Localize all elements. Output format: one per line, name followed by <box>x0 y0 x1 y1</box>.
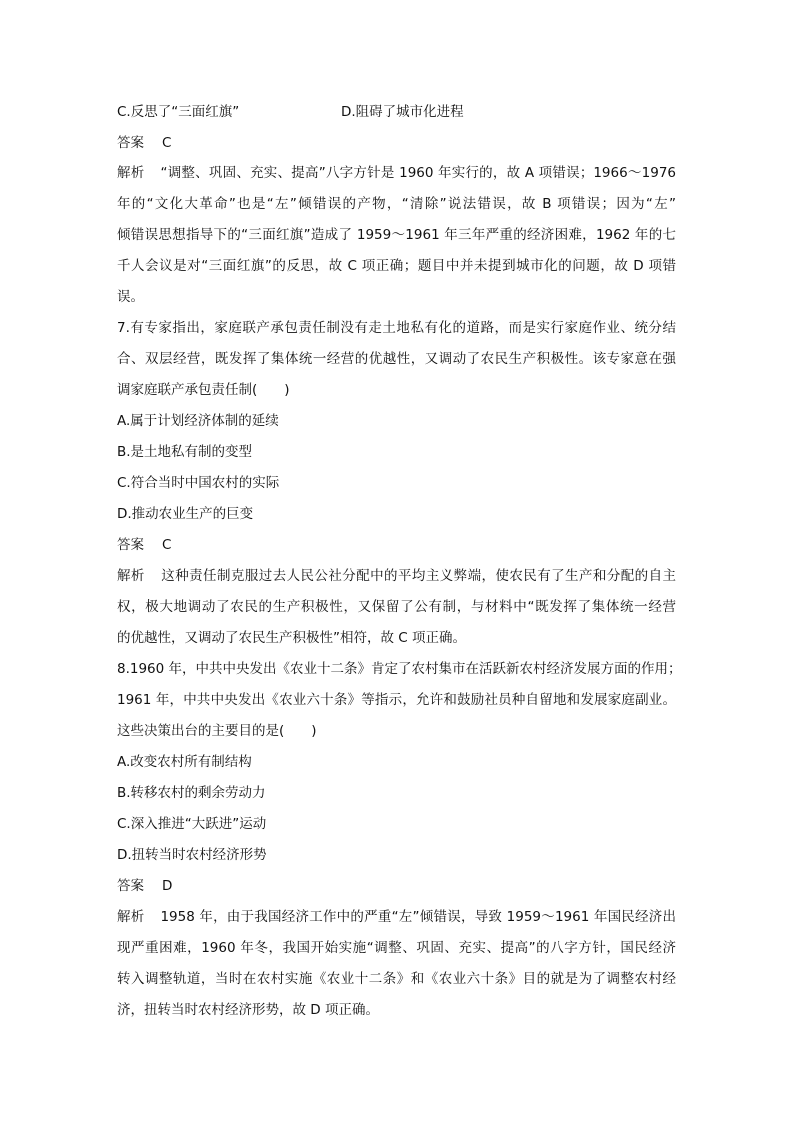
q7-jiexi-line-1 <box>117 566 676 586</box>
q8-jiexi-line-2: 现严重困难，1960 年冬，我国开始实施“调整、巩固、充实、提高”的八字方针，国民经济 <box>117 940 676 956</box>
q8-option-b: B.转移农村的剩余劳动力 <box>117 785 266 801</box>
answer-label: 答案 <box>117 537 144 553</box>
answer-label: 答案 <box>117 135 144 151</box>
q6-option-c: C.反思了“三面红旗” <box>117 104 240 120</box>
answer-value: C <box>162 135 172 151</box>
q7-option-a: A.属于计划经济体制的延续 <box>117 413 279 429</box>
jiexi-label: 解析 <box>117 568 145 584</box>
q7-answer-line <box>117 535 171 555</box>
q8-option-c: C.深入推进“大跃进”运动 <box>117 816 267 832</box>
q8-option-a: A.改变农村所有制结构 <box>117 754 252 770</box>
q8-stem-line-3: 这些决策出台的主要目的是( ) <box>117 723 317 739</box>
q6-option-d: D.阻碍了城市化进程 <box>341 104 464 120</box>
answer-value: D <box>162 878 173 894</box>
answer-label: 答案 <box>117 878 144 894</box>
q7-jiexi-line-2: 权，极大地调动了农民的生产积极性，又保留了公有制，与材料中“既发挥了集体统一经营 <box>117 599 676 615</box>
q8-stem-line-1: 8.1960 年，中共中央发出《农业十二条》肯定了农村集市在活跃新农村经济发展方面的作用； <box>117 661 682 677</box>
q7-stem-line-3: 调家庭联产承包责任制( ) <box>117 382 290 398</box>
jiexi-text: “调整、巩固、充实、提高”八字方针是 1960 年实行的，故 A 项错误；1966～1976 <box>160 165 676 181</box>
q7-stem-line-2: 合、双层经营，既发挥了集体统一经营的优越性，又调动了农民生产积极性。该专家意在强 <box>117 351 676 367</box>
answer-value: C <box>162 537 172 553</box>
q8-jiexi-line-4: 济，扭转当时农村经济形势，故 D 项正确。 <box>117 1002 379 1018</box>
q7-option-c: C.符合当时中国农村的实际 <box>117 475 280 491</box>
q7-option-d: D.推动农业生产的巨变 <box>117 506 254 522</box>
q8-jiexi-line-1 <box>117 907 676 927</box>
q6-answer-line <box>117 133 171 153</box>
q6-jiexi-line-1 <box>117 163 676 183</box>
q7-stem-line-1: 7.有专家指出，家庭联产承包责任制没有走土地私有化的道路，而是实行家庭作业、统分结 <box>117 320 676 336</box>
jiexi-text: 1958 年，由于我国经济工作中的严重“左”倾错误，导致 1959～1961 年国民经济出 <box>160 909 677 925</box>
q7-jiexi-line-3: 的优越性，又调动了农民生产积极性”相符，故 C 项正确。 <box>117 630 467 646</box>
q6-jiexi-line-5: 误。 <box>117 289 144 305</box>
q8-option-d: D.扭转当时农村经济形势 <box>117 847 267 863</box>
q6-jiexi-line-3: 倾错误思想指导下的“三面红旗”造成了 1959～1961 年三年严重的经济困难，1962 年的七 <box>117 227 676 243</box>
q6-jiexi-line-2: 年的“文化大革命”也是“左”倾错误的产物，“清除”说法错误，故 B 项错误；因为“左” <box>117 196 676 212</box>
jiexi-label: 解析 <box>117 909 145 925</box>
q6-jiexi-line-4: 千人会议是对“三面红旗”的反思，故 C 项正确；题目中并未提到城市化的问题，故 D 项错 <box>117 258 676 274</box>
jiexi-label: 解析 <box>117 165 145 181</box>
q8-answer-line <box>117 876 172 896</box>
jiexi-text: 这种责任制克服过去人民公社分配中的平均主义弊端，使农民有了生产和分配的自主 <box>160 568 677 584</box>
q8-stem-line-2: 1961 年，中共中央发出《农业六十条》等指示，允许和鼓励社员种自留地和发展家庭副业。 <box>117 692 676 708</box>
q7-option-b: B.是土地私有制的变型 <box>117 444 253 460</box>
q8-jiexi-line-3: 转入调整轨道，当时在农村实施《农业十二条》和《农业六十条》目的就是为了调整农村经 <box>117 971 676 987</box>
